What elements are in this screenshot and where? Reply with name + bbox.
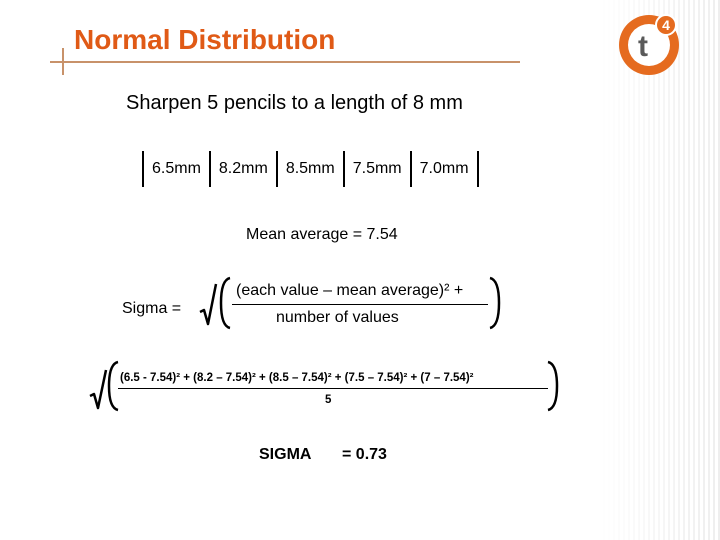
measurements-row [143,151,478,187]
measurement-cell: 7.0mm [411,151,478,187]
worked-denominator: 5 [325,394,332,406]
measurements-table [142,151,479,187]
left-bracket-icon [106,360,120,412]
result-label: SIGMA [259,446,312,463]
formula-numerator: (each value – mean average)² + [236,282,464,299]
title-rule-horizontal [50,61,520,63]
measurement-cell: 8.2mm [210,151,277,187]
sigma-label: Sigma = [122,300,182,317]
t4-logo-graphic [616,8,686,78]
right-bracket-icon [488,276,502,330]
right-bracket-icon [546,360,560,412]
slide-title: Normal Distribution [74,24,336,55]
t4-logo [616,8,686,78]
slide-subtitle: Sharpen 5 pencils to a length of 8 mm [126,92,463,114]
worked-fraction-bar [118,388,548,389]
measurement-cell: 8.5mm [277,151,344,187]
measurement-cell: 6.5mm [143,151,210,187]
title-rule-vertical [62,48,64,75]
background-stripes [600,0,720,540]
formula-denominator: number of values [276,309,399,326]
mean-average-text: Mean average = 7.54 [246,226,398,243]
logo-letter: t [638,30,648,63]
measurement-cell: 7.5mm [344,151,411,187]
square-root-icon [198,280,218,328]
result-value: = 0.73 [342,446,387,463]
worked-numerator: (6.5 - 7.54)² + (8.2 – 7.54)² + (8.5 – 7.54)² + (7.5 – 7.54)² + (7 – 7.54)² [120,372,474,384]
logo-superscript: 4 [662,17,670,33]
left-bracket-icon [218,276,232,330]
formula-fraction-bar [232,304,488,305]
